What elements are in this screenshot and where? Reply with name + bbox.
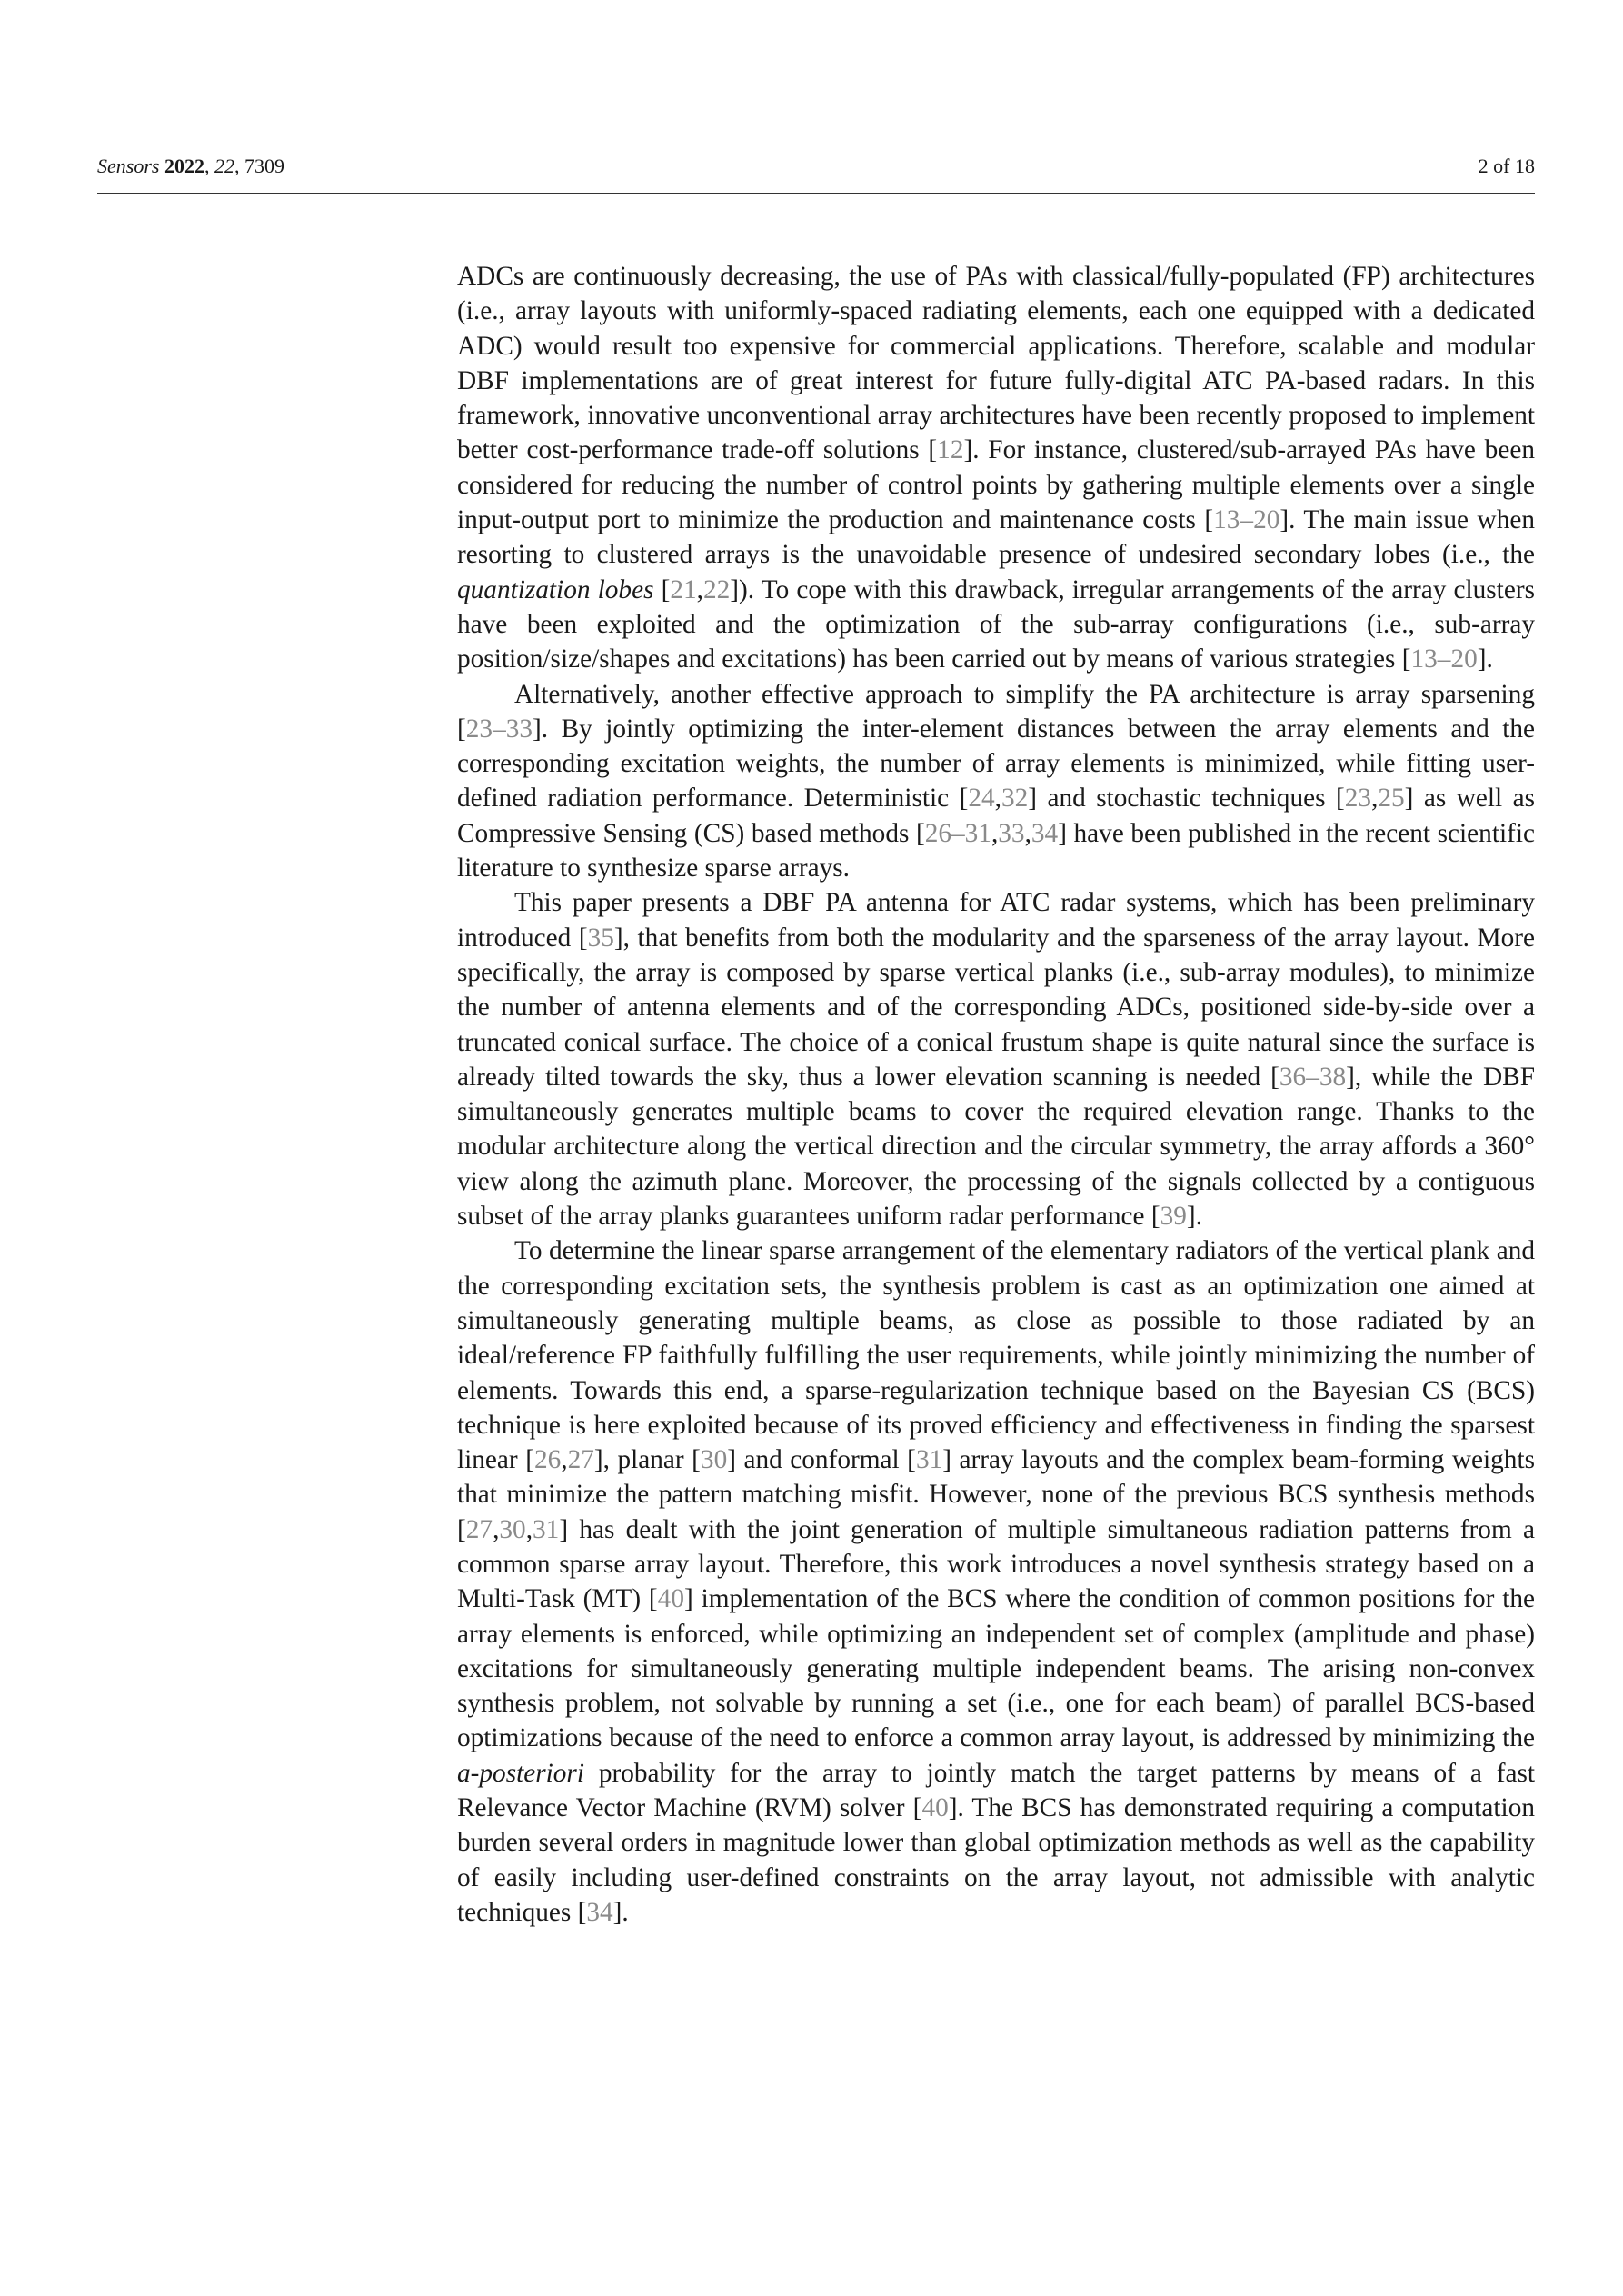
citation-ref[interactable]: 22 <box>703 574 731 604</box>
citation-ref[interactable]: 25 <box>1378 784 1405 814</box>
citation-ref[interactable]: 27 <box>567 1445 594 1475</box>
journal-citation: Sensors 2022, 22, 7309 <box>97 155 284 177</box>
journal-volume: 22 <box>214 155 234 177</box>
citation-ref[interactable]: 31 <box>915 1445 943 1475</box>
citation-ref[interactable]: 36–38 <box>1279 1062 1347 1092</box>
text-run: To determine the linear sparse arrangement of the elementary radiators of the vertical plank and the corresponding excitation sets, the synthesis problem is cast as an optimization one aimed at simultaneously generating multiple beams, as close as possible to those radiated by an ideal/reference FP faithfully fulfilling the user requirements, while jointly minimizing the number of elements. Towards this end, a sparse-regularization technique based on the Bayesian CS (BCS) technique is here exploited because of its proved efficiency and effectiveness in finding the sparsest linear [ <box>457 1236 1535 1475</box>
paragraph <box>457 1233 1535 1930</box>
citation-ref[interactable]: 13–20 <box>1213 505 1280 535</box>
citation-ref[interactable]: 33 <box>998 818 1025 848</box>
citation-ref[interactable]: 32 <box>1001 784 1029 814</box>
citation-ref[interactable]: 30 <box>499 1514 526 1544</box>
text-run: ], planar [ <box>593 1445 701 1475</box>
citation-ref[interactable]: 40 <box>921 1793 949 1823</box>
text-run: , <box>1371 784 1379 814</box>
paragraph <box>457 259 1535 677</box>
text-run: ]. <box>1186 1202 1202 1232</box>
citation-ref[interactable]: 24 <box>968 784 995 814</box>
citation-ref[interactable]: 31 <box>533 1514 560 1544</box>
citation-ref[interactable]: 23 <box>1344 784 1372 814</box>
citation-ref[interactable]: 27 <box>465 1514 493 1544</box>
text-run: ]). To cope with this drawback, irregular arrangements of the array clusters have been exploited and the optimization of the sub-array configurations (i.e., sub-array position/size/shapes and excitations) has been carried out by means of various strategies [ <box>457 574 1535 674</box>
text-run: ] and stochastic techniques [ <box>1028 784 1345 814</box>
paragraph <box>457 885 1535 1233</box>
text-run: ADCs are continuously decreasing, the use of PAs with classical/fully-populated (FP) architectures (i.e., array layouts with uniformly-spaced radiating elements, each one equipped with a dedicated ADC) would result too expensive for commercial applications. Therefore, scalable and modular DBF implementations are of great interest for future fully-digital ATC PA-based radars. In this framework, innovative unconventional array architectures have been recently proposed to implement better cost-performance trade-off solutions [ <box>457 262 1535 465</box>
text-run: ]. <box>1477 644 1493 674</box>
text-run: ] array layouts and the complex beam-forming weights that minimize the pattern matching misfit. However, none of the previous BCS synthesis methods [ <box>457 1445 1535 1544</box>
text-run: , <box>525 1514 533 1544</box>
citation-ref[interactable]: 26–31 <box>924 818 991 848</box>
text-run: ]. The BCS has demonstrated requiring a computation burden several orders in magnitude lower than global optimization methods as well as the capability of easily including user-defined constraints on the array layout, not admissible with analytic techniques [ <box>457 1793 1535 1927</box>
text-run: , <box>561 1445 568 1475</box>
italic-term: a-posteriori <box>457 1758 584 1788</box>
paragraph <box>457 677 1535 886</box>
citation-ref[interactable]: 34 <box>1031 818 1059 848</box>
text-run: ] implementation of the BCS where the condition of common positions for the array elements is enforced, while optimizing an independent set of complex (amplitude and phase) excitations for simultaneously generating multiple independent beams. The arising non-convex synthesis problem, not solvable by running a set (i.e., one for each beam) of parallel BCS-based optimizations because of the need to enforce a common array layout, is addressed by minimizing the <box>457 1584 1535 1753</box>
citation-ref[interactable]: 40 <box>657 1584 684 1614</box>
header-rule <box>97 193 1535 194</box>
journal-year: 2022 <box>164 155 204 177</box>
text-run: , <box>493 1514 500 1544</box>
citation-ref[interactable]: 21 <box>670 574 697 604</box>
page-number: 2 of 18 <box>1478 155 1535 177</box>
text-run: ], while the DBF simultaneously generates multiple beams to cover the required elevation range. Thanks to the modular architecture along the vertical direction and the circular symmetry, the array affords a 360° view along the azimuth plane. Moreover, the processing of the signals collected by a contiguous subset of the array planks guarantees uniform radar performance [ <box>457 1062 1535 1232</box>
citation-ref[interactable]: 12 <box>937 435 964 465</box>
text-run: ] have been published in the recent scientific literature to synthesize sparse arrays. <box>457 818 1535 883</box>
italic-term: quantization lobes <box>457 574 654 604</box>
text-run: ] has dealt with the joint generation of multiple simultaneous radiation patterns from a common sparse array layout. Therefore, this work introduces a novel synthesis strategy based on a Multi-Task (MT) [ <box>457 1514 1535 1614</box>
citation-ref[interactable]: 35 <box>587 923 614 953</box>
text-run: ]. The main issue when resorting to clustered arrays is the unavoidable presence of undesired secondary lobes (i.e., the <box>457 505 1535 570</box>
text-run: ]. <box>612 1897 629 1927</box>
text-run: , <box>991 818 999 848</box>
text-run: ], that benefits from both the modularity and the sparseness of the array layout. More specifically, the array is composed by sparse vertical planks (i.e., sub-array modules), to minimize the number of antenna elements and of the corresponding ADCs, positioned side-by-side over a truncated conical surface. The choice of a conical frustum shape is quite natural since the surface is already tilted towards the sky, thus a lower elevation scanning is needed [ <box>457 923 1535 1092</box>
text-run: [ <box>653 574 671 604</box>
journal-name: Sensors <box>97 155 160 177</box>
body-text <box>457 259 1535 1930</box>
article-number: 7309 <box>244 155 284 177</box>
text-run: , <box>1024 818 1031 848</box>
citation-ref[interactable]: 34 <box>586 1897 613 1927</box>
text-run: probability for the array to jointly match the target patterns by means of a fast Relevance Vector Machine (RVM) solver [ <box>457 1758 1535 1823</box>
text-run: , <box>994 784 1001 814</box>
citation-ref[interactable]: 13–20 <box>1410 644 1478 674</box>
text-run: ] and conformal [ <box>727 1445 916 1475</box>
text-run: Alternatively, another effective approach to simplify the PA architecture is array sparsening [ <box>457 679 1535 744</box>
citation-ref[interactable]: 39 <box>1160 1202 1187 1232</box>
citation-ref[interactable]: 23–33 <box>465 714 533 744</box>
text-run: , <box>696 574 703 604</box>
text-run: ]. For instance, clustered/sub-arrayed PAs have been considered for reducing the number of control points by gathering multiple elements over a single input-output port to minimize the production and maintenance costs [ <box>457 435 1535 535</box>
text-run: ] as well as Compressive Sensing (CS) based methods [ <box>457 784 1536 848</box>
text-run: ]. By jointly optimizing the inter-element distances between the array elements and the corresponding excitation weights, the number of array elements is minimized, while fitting user-defined radiation performance. Deterministic [ <box>457 714 1535 814</box>
citation-ref[interactable]: 30 <box>700 1445 728 1475</box>
citation-ref[interactable]: 26 <box>533 1445 562 1475</box>
text-run: This paper presents a DBF PA antenna for ATC radar systems, which has been preliminary introduced [ <box>457 888 1535 953</box>
running-header <box>97 153 1535 180</box>
